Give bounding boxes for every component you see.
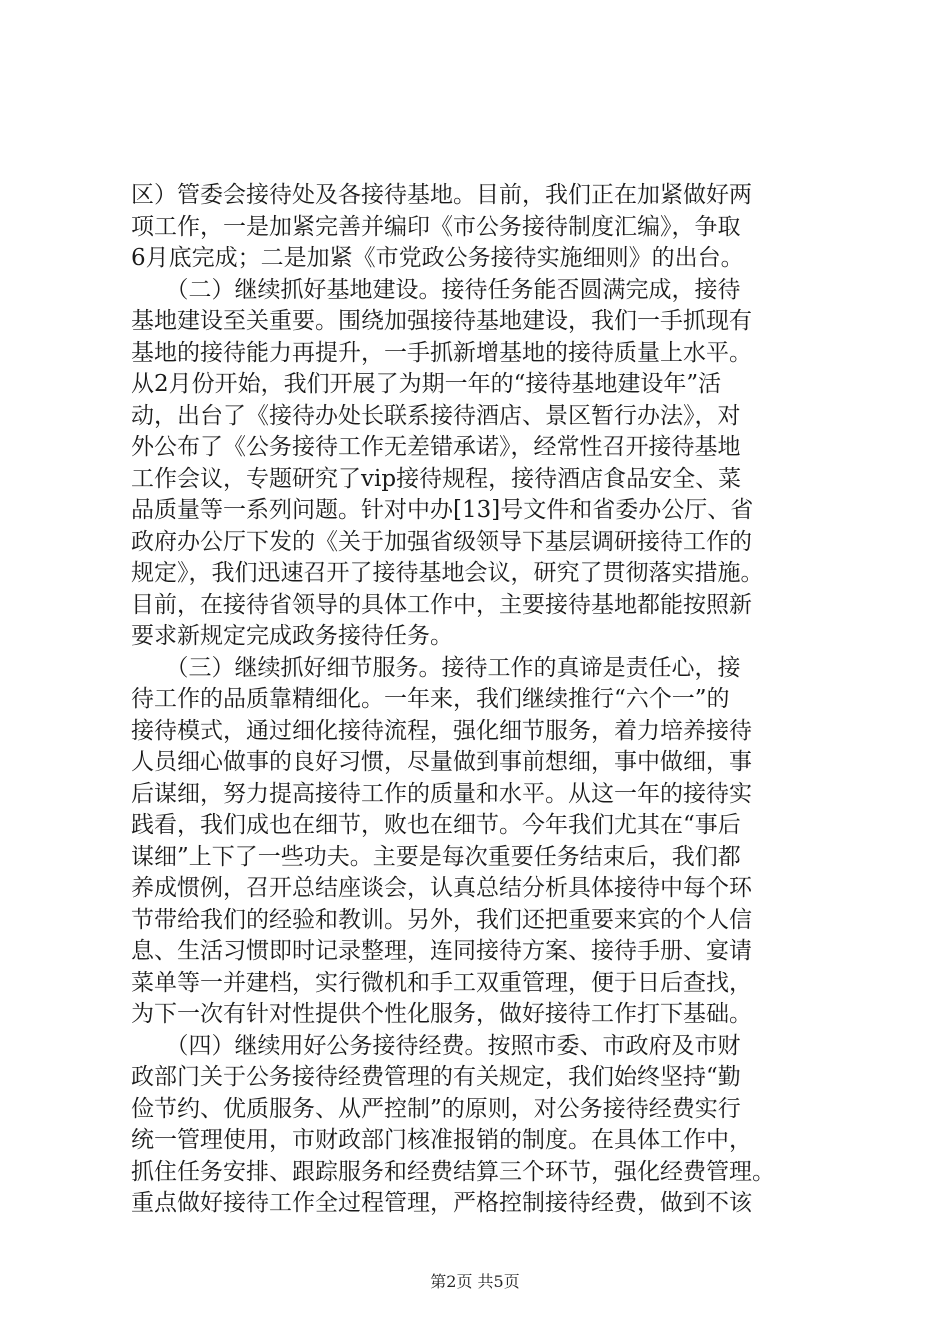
text-line: 待工作的品质靠精细化。一年来，我们继续推行“六个一”的 [131,686,730,712]
text-line: 外公布了《公务接待工作无差错承诺》，经常性召开接待基地 [131,434,741,460]
text-line: 目前，在接待省领导的具体工作中，主要接待基地都能按照新 [131,591,752,618]
text-line: 俭节约、优质服务、从严控制”的原则，对公务接待经费实行 [131,1095,741,1122]
text-line: 节带给我们的经验和教训。另外，我们还把重要来宾的个人信 [131,906,752,933]
text-line: 动，出台了《接待办处长联系接待酒店、景区暂行办法》，对 [131,402,741,429]
text-line: 重点做好接待工作全过程管理，严格控制接待经费，做到不该 [131,1190,752,1216]
text-line: （二）继续抓好基地建设。接待任务能否圆满完成，接待 [131,276,741,303]
text-line: 践看，我们成也在细节，败也在细节。今年我们尤其在“事后 [131,812,741,838]
text-line: 谋细”上下了一些功夫。主要是每次重要任务结束后，我们都 [131,843,741,870]
text-line: 政府办公厅下发的《关于加强省级领导下基层调研接待工作的 [131,528,752,555]
text-line: （四）继续用好公务接待经费。按照市委、市政府及市财 [131,1032,741,1059]
text-line: 基地建设至关重要。围绕加强接待基地建设，我们一手抓现有 [131,308,752,334]
text-line: 息、生活习惯即时记录整理，连同接待方案、接待手册、宴请 [131,938,752,964]
text-line: （三）继续抓好细节服务。接待工作的真谛是责任心，接 [131,654,741,681]
text-line: 抓住任务安排、跟踪服务和经费结算三个环节，强化经费管理。 [131,1158,775,1185]
text-line: 区）管委会接待处及各接待基地。目前，我们正在加紧做好两 [131,182,752,208]
text-line: 基地的接待能力再提升，一手抓新增基地的接待质量上水平。 [131,339,752,366]
text-line: 统一管理使用，市财政部门核准报销的制度。在具体工作中， [131,1127,752,1153]
text-line: 养成惯例，召开总结座谈会，认真总结分析具体接待中每个环 [131,875,752,901]
text-line: 为下一次有针对性提供个性化服务，做好接待工作打下基础。 [131,1001,752,1027]
text-line: 从2月份开始，我们开展了为期一年的“接待基地建设年”活 [131,371,722,397]
text-line: 要求新规定完成政务接待任务。 [131,623,453,649]
text-line: 工作会议，专题研究了vip接待规程，接待酒店食品安全、菜 [131,465,742,492]
body-text [131,180,831,1220]
text-line: 项工作，一是加紧完善并编印《市公务接待制度汇编》，争取 [131,213,741,240]
text-line: 接待模式，通过细化接待流程，强化细节服务，着力培养接待 [131,717,752,744]
text-line: 菜单等一并建档，实行微机和手工双重管理，便于日后查找， [131,969,752,996]
text-line: 6月底完成；二是加紧《市党政公务接待实施细则》的出台。 [131,245,744,271]
page-footer: 第2页 共5页 [430,1272,520,1291]
text-line: 人员细心做事的良好习惯，尽量做到事前想细，事中做细，事 [131,749,752,775]
text-line: 品质量等一系列问题。针对中办[13]号文件和省委办公厅、省 [131,497,754,523]
text-line: 政部门关于公务接待经费管理的有关规定，我们始终坚持“勤 [131,1064,741,1090]
text-line: 规定》，我们迅速召开了接待基地会议，研究了贯彻落实措施。 [131,560,764,586]
text-line: 后谋细，努力提高接待工作的质量和水平。从这一年的接待实 [131,780,752,807]
